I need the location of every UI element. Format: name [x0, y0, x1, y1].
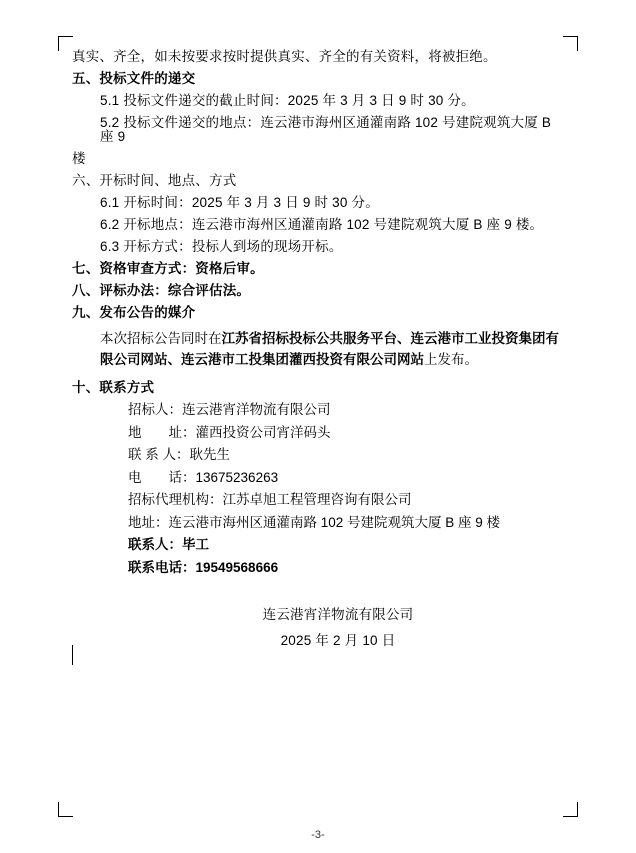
contact-agency-phone-label: 联系电话：: [128, 559, 196, 575]
signature-date-text: 2025 年 2 月 10 日: [280, 632, 396, 648]
contact-agency-address-label: 地址：: [128, 514, 169, 530]
media-paragraph-bold: 江苏省招标投标公共服务平台、连云港市工业投资集团有限公司网站、连云港市工投集团灌西投资有限公司网站: [100, 330, 559, 368]
media-paragraph-prefix: 本次招标公告同时在: [100, 330, 222, 346]
contact-phone-value: 13675236263: [195, 469, 279, 485]
contact-applicant: [72, 403, 564, 417]
contact-person-label: 联 系 人：: [128, 447, 190, 463]
section-heading-six: 六、开标时间、地点、方式: [72, 172, 237, 188]
contact-agency-label: 招标代理机构：: [128, 492, 223, 508]
contact-applicant-label: 招标人：: [128, 402, 182, 418]
contact-agency-phone: [72, 561, 564, 575]
contact-person-value: 耿先生: [189, 447, 231, 463]
media-paragraph: [72, 328, 564, 372]
contact-agency: [72, 493, 564, 507]
body-line-5-2-wrap: 楼: [72, 150, 86, 166]
body-line-1: 真实、齐全，如未按要求按时提供真实、齐全的有关资料，将被拒绝。: [72, 49, 497, 64]
section-heading-eight: 八、评标办法：综合评估法。: [72, 282, 251, 298]
crop-mark-bottom-right: [563, 802, 578, 817]
contact-address-value: 灌西投资公司宵洋码头: [195, 424, 331, 440]
contact-agency-value: 江苏卓旭工程管理咨询有限公司: [222, 492, 412, 508]
contact-agency-phone-value: 19549568666: [195, 559, 279, 575]
contact-phone-label: 电 话：: [128, 469, 196, 485]
contact-address: [72, 426, 564, 440]
contact-agency-address: [72, 516, 564, 530]
contact-agency-person-value: 毕工: [182, 537, 209, 553]
section-heading-nine: 九、发布公告的媒介: [72, 304, 196, 320]
section-heading-five: 五、投标文件的递交: [72, 71, 196, 86]
contact-agency-person-label: 联系人：: [128, 537, 182, 553]
contact-person: [72, 448, 564, 462]
section-heading-seven: 七、资格审查方式：资格后审。: [72, 260, 264, 276]
contact-address-label: 地 址：: [128, 424, 196, 440]
contact-agency-person: [72, 538, 564, 552]
body-line-6-2: 6.2 开标地点：连云港市海州区通灌南路 102 号建院观筑大厦 B 座 9 楼。: [100, 216, 544, 232]
crop-mark-bottom-left: [58, 802, 73, 817]
crop-mark-top-right: [563, 36, 578, 51]
body-line-5-2: 5.2 投标文件递交的地点：连云港市海州区通灌南路 102 号建院观筑大厦 B 座 9: [100, 115, 556, 144]
contact-applicant-value: 连云港宵洋物流有限公司: [182, 402, 331, 418]
crop-mark-top-left: [58, 36, 73, 51]
signature-date: [72, 634, 564, 648]
body-line-5-1: 5.1 投标文件递交的截止时间：2025 年 3 月 3 日 9 时 30 分。: [100, 93, 475, 108]
body-line-6-3: 6.3 开标方式：投标人到场的现场开标。: [100, 238, 343, 254]
section-heading-ten: 十、联系方式: [72, 380, 155, 396]
signature-company-text: 连云港宵洋物流有限公司: [262, 607, 414, 623]
contact-phone: [72, 471, 564, 485]
document-body: [72, 50, 564, 647]
signature-company: [72, 608, 564, 622]
body-line-6-1: 6.1 开标时间：2025 年 3 月 3 日 9 时 30 分。: [100, 194, 379, 210]
text-cursor: [72, 645, 73, 665]
page-number: -3-: [311, 829, 325, 841]
contact-agency-address-value: 连云港市海州区通灌南路 102 号建院观筑大厦 B 座 9 楼: [168, 514, 501, 530]
media-paragraph-suffix: 上发布。: [424, 352, 478, 368]
